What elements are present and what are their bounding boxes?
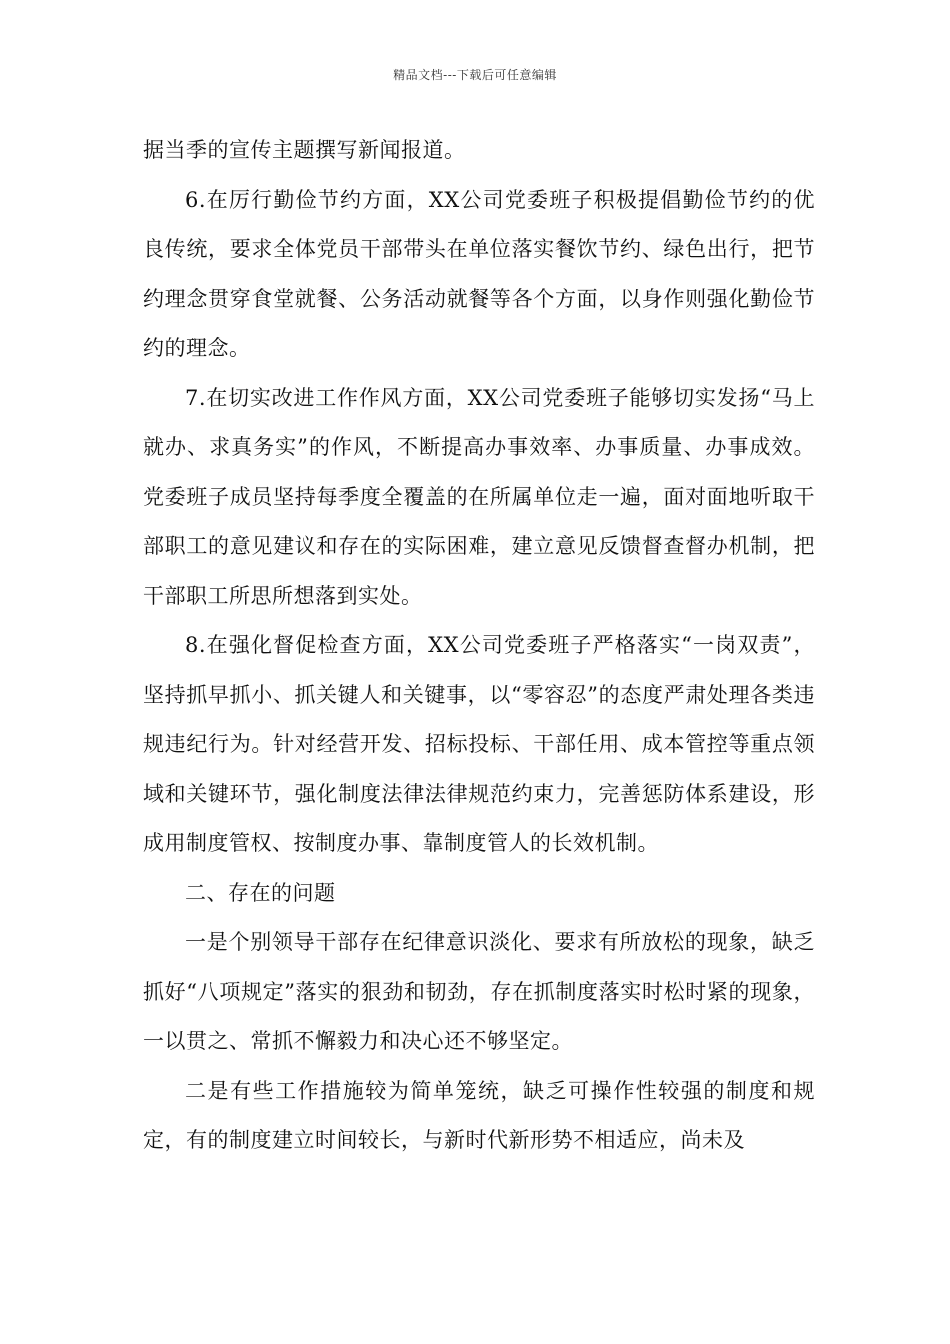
section-heading-problems: 二、存在的问题 xyxy=(185,880,336,905)
paragraph-problem-1: 一是个别领导干部存在纪律意识淡化、要求有所放松的现象，缺乏抓好“八项规定”落实的狠劲和韧劲，存在抓制度落实时松时紧的现象，一以贯之、常抓不懈毅力和决心还不够坚定。 xyxy=(143,930,815,1053)
paragraph-continuation: 据当季的宣传主题撰写新闻报道。 xyxy=(143,138,466,162)
document-body xyxy=(143,126,815,1166)
paragraph-item-8: 8.在强化督促检查方面，XX公司党委班子严格落实“一岗双责”，坚持抓早抓小、抓关键人和关键事，以“零容忍”的态度严肃处理各类违规违纪行为。针对经营开发、招标投标、干部任用、成本管控等重点领域和关键环节，强化制度法律法律规范约束力，完善惩防体系建设，形成用制度管权、按制度办事、靠制度管人的长效机制。 xyxy=(143,633,815,855)
paragraph-item-6: 6.在厉行勤俭节约方面，XX公司党委班子积极提倡勤俭节约的优良传统，要求全体党员干部带头在单位落实餐饮节约、绿色出行，把节约理念贯穿食堂就餐、公务活动就餐等各个方面，以身作则强化勤俭节约的理念。 xyxy=(143,187,815,360)
paragraph-problem-2: 二是有些工作措施较为简单笼统，缺乏可操作性较强的制度和规定，有的制度建立时间较长，与新时代新形势不相适应，尚未及 xyxy=(143,1078,815,1152)
paragraph-item-7: 7.在切实改进工作作风方面，XX公司党委班子能够切实发扬“马上就办、求真务实”的作风，不断提高办事效率、办事质量、办事成效。党委班子成员坚持每季度全覆盖的在所属单位走一遍，面对面地听取干部职工的意见建议和存在的实际困难，建立意见反馈督查督办机制，把干部职工所思所想落到实处。 xyxy=(143,385,815,608)
page-header: 精品文档---下载后可任意编辑 xyxy=(393,68,557,82)
